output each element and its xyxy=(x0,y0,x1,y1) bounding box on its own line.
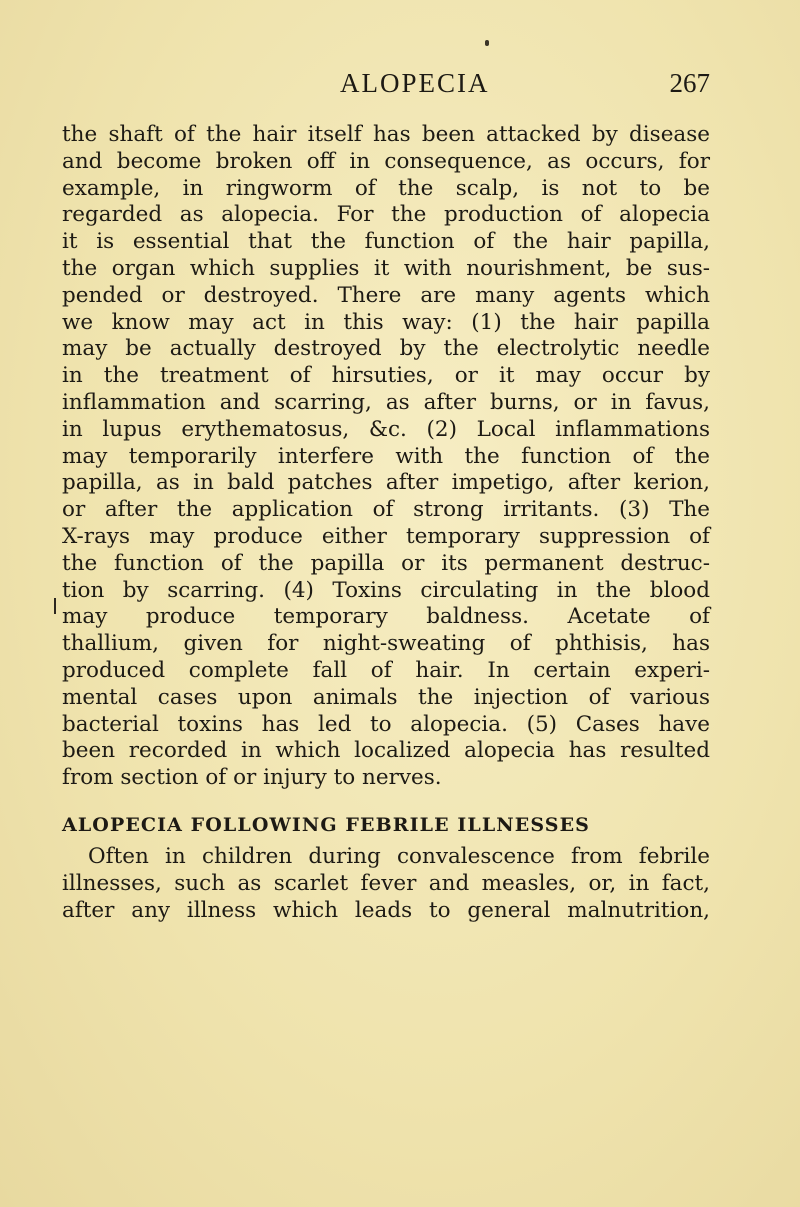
running-head xyxy=(60,62,710,102)
margin-mark xyxy=(54,598,56,614)
text-line: illnesses, such as scarlet fever and measles, or, in fact, xyxy=(62,870,710,896)
text-line: produced complete fall of hair. In certain experi- xyxy=(62,657,710,683)
text-line: it is essential that the function of the hair papilla, xyxy=(62,229,710,255)
text-line: in lupus erythematosus, &c. (2) Local inflammations xyxy=(62,416,710,442)
section-heading: ALOPECIA FOLLOWING FEBRILE ILLNESSES xyxy=(62,813,590,836)
text-line: the shaft of the hair itself has been attacked by disease xyxy=(62,122,710,147)
body-text xyxy=(62,122,710,924)
text-line: thallium, given for night-sweating of phthisis, has xyxy=(62,631,710,657)
text-line: from section of or injury to nerves. xyxy=(62,765,442,791)
text-line: regarded as alopecia. For the production of alopecia xyxy=(62,202,710,228)
text-line: been recorded in which localized alopecia has resulted xyxy=(62,738,710,764)
text-line: Often in children during convalescence from febrile xyxy=(88,843,710,869)
text-line: may be actually destroyed by the electrolytic needle xyxy=(62,336,710,362)
text-line: example, in ringworm of the scalp, is not to be xyxy=(62,175,710,201)
text-line: may temporarily interfere with the function of the xyxy=(62,443,710,469)
text-line: in the treatment of hirsuties, or it may occur by xyxy=(62,363,710,389)
running-title: ALOPECIA xyxy=(340,68,490,98)
text-line: the function of the papilla or its permanent destruc- xyxy=(62,550,710,576)
paragraph-2 xyxy=(62,844,710,924)
text-line: or after the application of strong irritants. (3) The xyxy=(62,497,710,523)
text-line: mental cases upon animals the injection of various xyxy=(62,684,710,710)
text-line: pended or destroyed. There are many agents which xyxy=(62,282,710,308)
ink-speck xyxy=(485,40,489,46)
text-line: inflammation and scarring, as after burns, or in favus, xyxy=(62,389,710,415)
text-line: the organ which supplies it with nourishment, be sus- xyxy=(62,255,710,281)
text-line: X-rays may produce either temporary suppression of xyxy=(62,523,710,549)
page-number: 267 xyxy=(669,68,710,98)
text-line: after any illness which leads to general malnutrition, xyxy=(62,897,710,923)
text-line: and become broken off in consequence, as occurs, for xyxy=(62,148,710,174)
text-line: may produce temporary baldness. Acetate of xyxy=(62,604,710,630)
text-line: papilla, as in bald patches after impetigo, after kerion, xyxy=(62,470,710,496)
text-line: tion by scarring. (4) Toxins circulating in the blood xyxy=(62,577,710,603)
paragraph-1 xyxy=(62,122,710,792)
text-line: bacterial toxins has led to alopecia. (5) Cases have xyxy=(62,711,710,737)
text-line: we know may act in this way: (1) the hair papilla xyxy=(62,309,710,335)
